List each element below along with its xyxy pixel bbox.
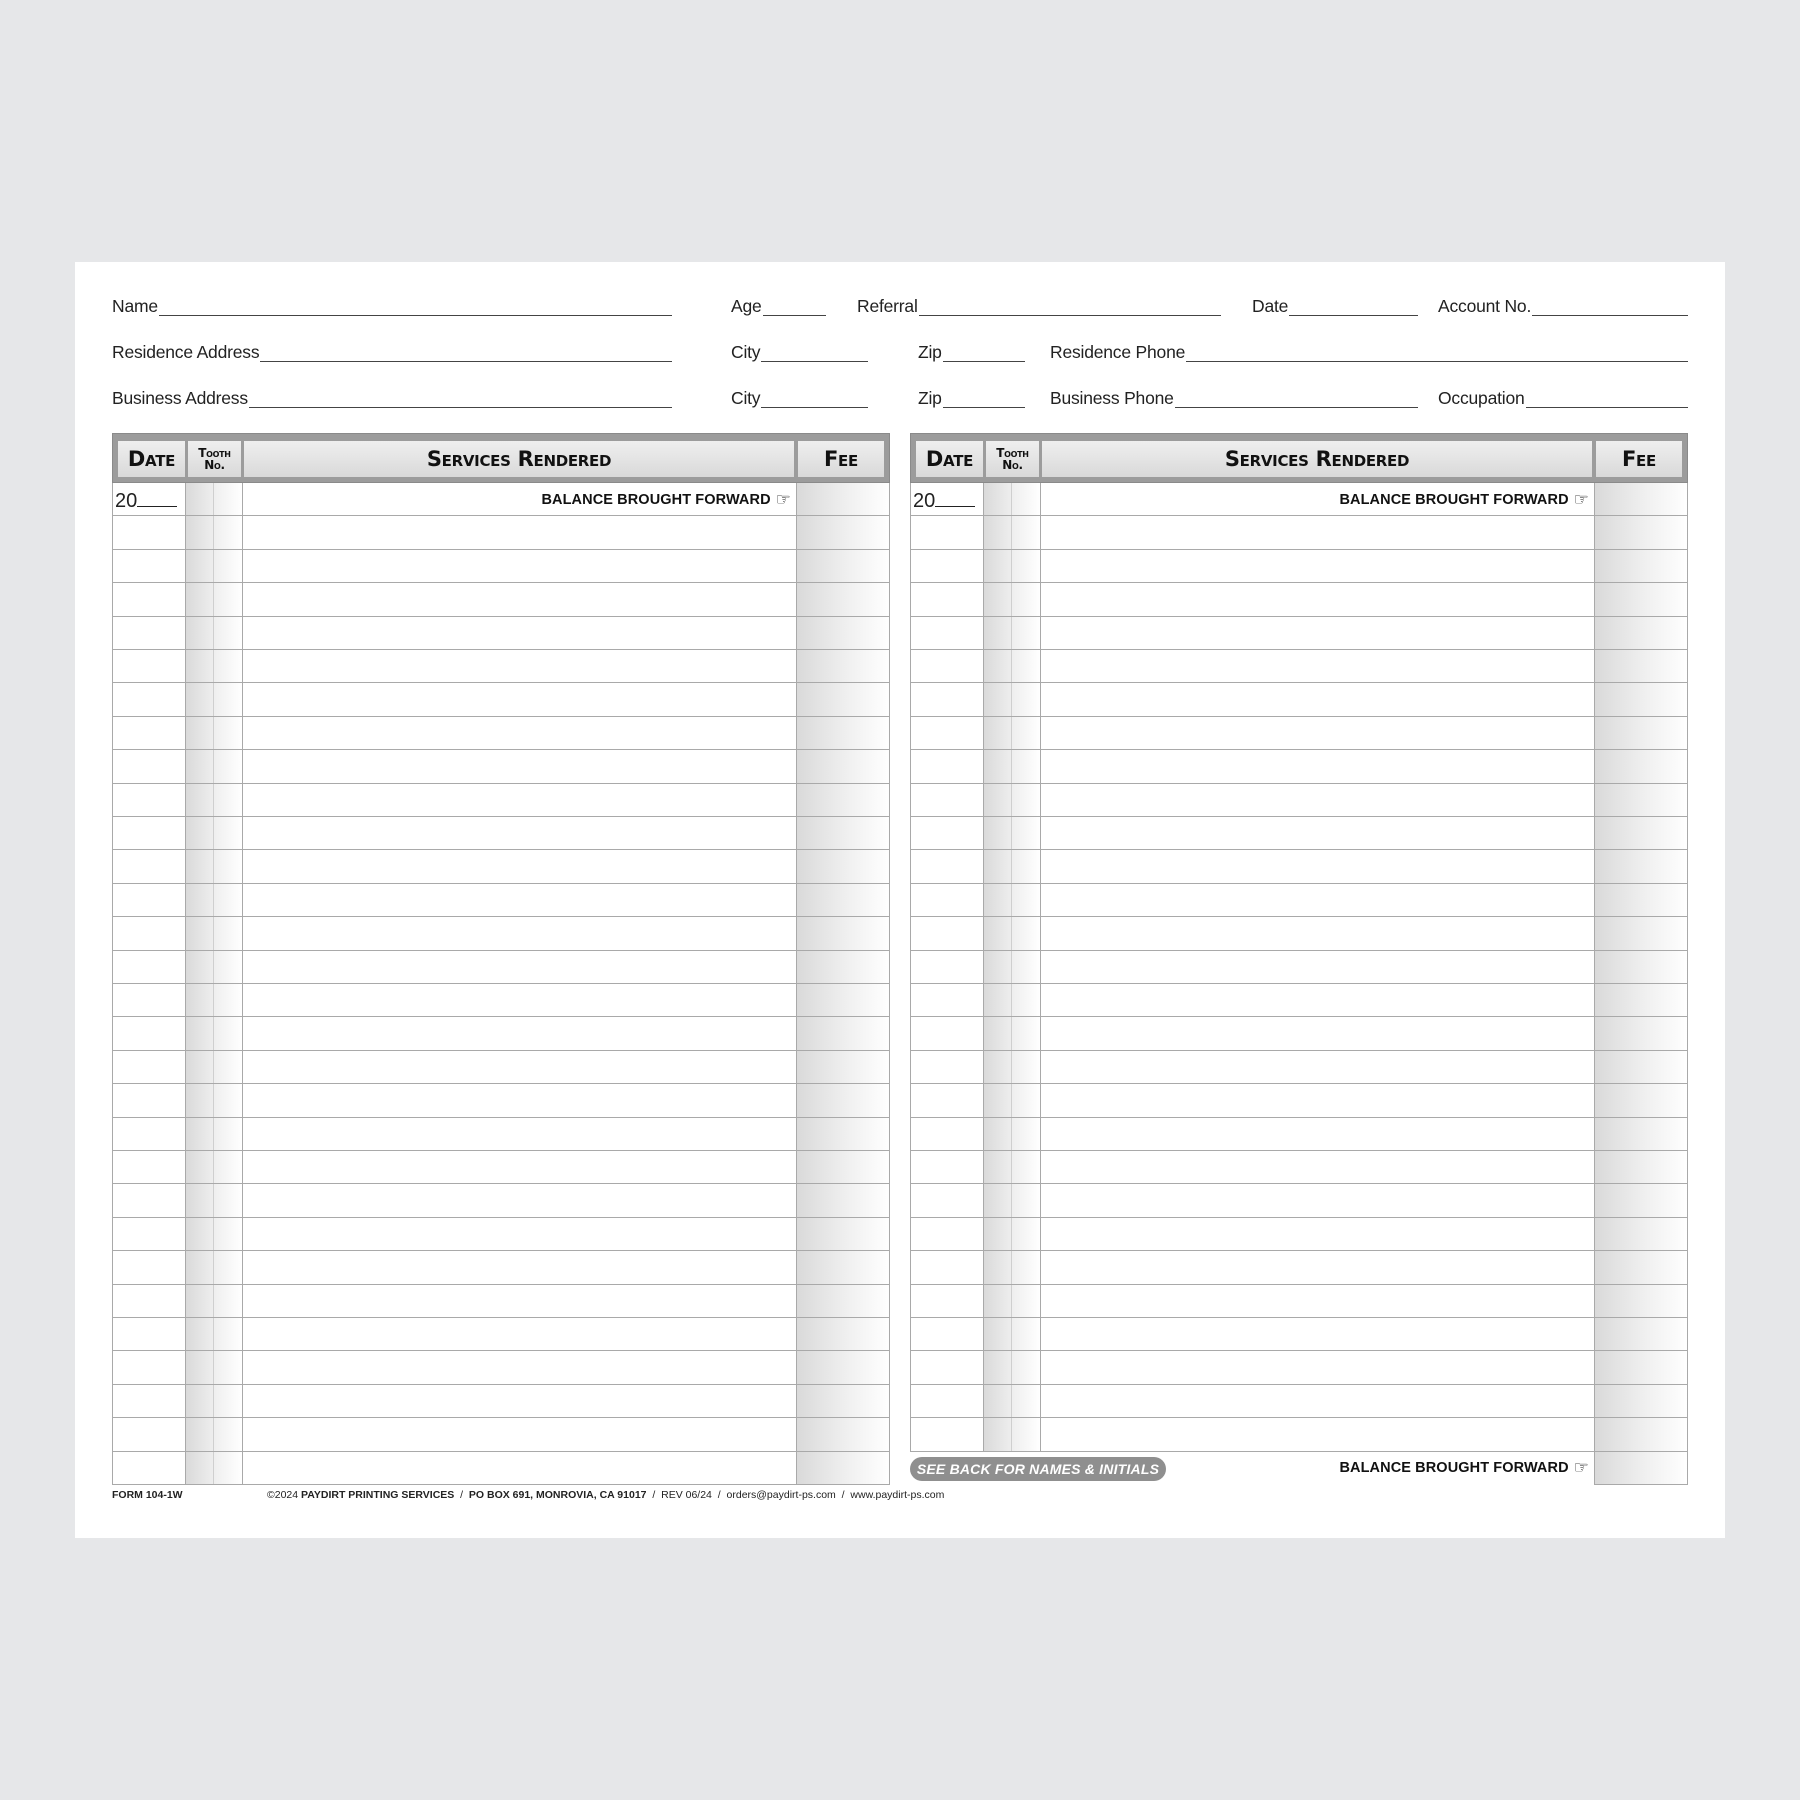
table-row[interactable]: [910, 984, 1688, 1017]
table-row[interactable]: [910, 784, 1688, 817]
table-row[interactable]: [910, 1251, 1688, 1284]
table-row[interactable]: [910, 951, 1688, 984]
fee-bottom-line: [1594, 1484, 1688, 1485]
table-row[interactable]: [910, 583, 1688, 616]
table-row[interactable]: [910, 750, 1688, 783]
footer-web[interactable]: www.paydirt-ps.com: [850, 1489, 945, 1501]
residence-address-field[interactable]: [112, 338, 672, 362]
residence-zip-field[interactable]: [918, 338, 1025, 362]
col-header-date: Date: [118, 441, 185, 477]
table-row[interactable]: [112, 984, 890, 1017]
occupation-field[interactable]: [1438, 384, 1688, 408]
table-row[interactable]: [112, 1084, 890, 1117]
pointing-hand-icon: ☞: [775, 490, 791, 509]
business-zip-label: Zip: [918, 388, 942, 408]
form-number: FORM 104-1W: [112, 1489, 183, 1501]
table-row[interactable]: [112, 817, 890, 850]
table-row-line: [910, 1451, 1688, 1452]
ledger-header: [112, 433, 890, 483]
table-row[interactable]: [910, 1285, 1688, 1318]
name-field[interactable]: [112, 292, 672, 316]
ledger-body: [112, 483, 890, 1485]
table-row[interactable]: [910, 1118, 1688, 1151]
footer-company: PAYDIRT PRINTING SERVICES: [301, 1489, 455, 1501]
table-row[interactable]: [910, 817, 1688, 850]
table-row[interactable]: [112, 1318, 890, 1351]
col-header-fee: Fee: [798, 441, 884, 477]
col-header-services: Services Rendered: [244, 441, 794, 477]
residence-zip-label: Zip: [918, 342, 942, 362]
see-back-badge: SEE BACK FOR NAMES & INITIALS: [910, 1457, 1166, 1481]
account-no-field[interactable]: [1438, 292, 1688, 316]
footer-credits: ©2024 PAYDIRT PRINTING SERVICES / PO BOX 691, MONROVIA, CA 91017 / REV 06/24 / orders@paydirt-ps.com / www.paydirt-ps.com: [267, 1489, 945, 1501]
table-row[interactable]: [112, 784, 890, 817]
table-row[interactable]: [910, 1418, 1688, 1451]
ledger-header: [910, 433, 1688, 483]
table-row[interactable]: [910, 1318, 1688, 1351]
table-row[interactable]: [112, 1452, 890, 1485]
table-row[interactable]: [910, 850, 1688, 883]
table-row[interactable]: [910, 1017, 1688, 1050]
table-row[interactable]: [910, 650, 1688, 683]
occupation-label: Occupation: [1438, 388, 1525, 408]
table-row[interactable]: [910, 1084, 1688, 1117]
table-row[interactable]: [112, 583, 890, 616]
table-row[interactable]: [112, 1151, 890, 1184]
table-row[interactable]: [910, 1218, 1688, 1251]
table-row[interactable]: [112, 683, 890, 716]
age-label: Age: [731, 296, 762, 316]
footer-address: PO BOX 691, MONROVIA, CA 91017: [468, 1489, 647, 1501]
business-city-label: City: [731, 388, 761, 408]
pointing-hand-icon: ☞: [1573, 1458, 1589, 1477]
table-row[interactable]: [910, 884, 1688, 917]
table-row[interactable]: [910, 683, 1688, 716]
year-prefix[interactable]: 20: [913, 490, 975, 513]
table-row[interactable]: [910, 1351, 1688, 1384]
tooth-label-1: Tooth: [996, 446, 1029, 460]
table-row[interactable]: [112, 1385, 890, 1418]
ledger-table-left: [112, 433, 890, 1485]
ledger-table-right: [910, 433, 1688, 1485]
table-row[interactable]: [112, 1017, 890, 1050]
balance-forward-label: BALANCE BROUGHT FORWARD ☞: [1339, 490, 1589, 509]
table-row[interactable]: [112, 717, 890, 750]
tooth-label-2: No.: [204, 458, 225, 472]
table-row[interactable]: [112, 550, 890, 583]
tooth-label-1: Tooth: [198, 446, 231, 460]
col-header-services: Services Rendered: [1042, 441, 1592, 477]
footer-rev: REV 06/24: [661, 1489, 712, 1501]
col-header-date: Date: [916, 441, 983, 477]
table-row[interactable]: [112, 516, 890, 549]
table-row[interactable]: [112, 884, 890, 917]
footer-copyright: ©2024: [267, 1489, 299, 1501]
business-address-label: Business Address: [112, 388, 248, 408]
balance-forward-label: BALANCE BROUGHT FORWARD ☞: [541, 490, 791, 509]
residence-phone-field[interactable]: [1050, 338, 1688, 362]
table-row[interactable]: [112, 951, 890, 984]
table-row[interactable]: [910, 1151, 1688, 1184]
col-header-tooth: [188, 441, 241, 477]
business-city-field[interactable]: [731, 384, 868, 408]
tooth-label-2: No.: [1002, 458, 1023, 472]
ledger-body: [910, 483, 1688, 1485]
table-row[interactable]: [112, 917, 890, 950]
balance-forward-bottom-label: BALANCE BROUGHT FORWARD ☞: [1339, 1458, 1589, 1477]
business-phone-label: Business Phone: [1050, 388, 1174, 408]
table-row[interactable]: [112, 750, 890, 783]
table-row[interactable]: [112, 1184, 890, 1217]
age-field[interactable]: [731, 292, 826, 316]
referral-field[interactable]: [857, 292, 1221, 316]
table-row[interactable]: [910, 1051, 1688, 1084]
date-label: Date: [1252, 296, 1289, 316]
year-prefix[interactable]: 20: [115, 490, 177, 513]
business-zip-field[interactable]: [918, 384, 1025, 408]
table-row[interactable]: [112, 1285, 890, 1318]
residence-address-label: Residence Address: [112, 342, 260, 362]
residence-city-label: City: [731, 342, 761, 362]
col-header-fee: Fee: [1596, 441, 1682, 477]
table-row[interactable]: [112, 1051, 890, 1084]
business-address-field[interactable]: [112, 384, 672, 408]
residence-city-field[interactable]: [731, 338, 868, 362]
table-row[interactable]: [112, 1351, 890, 1384]
footer-email[interactable]: orders@paydirt-ps.com: [726, 1489, 836, 1501]
name-label: Name: [112, 296, 158, 316]
date-field[interactable]: [1252, 292, 1418, 316]
table-row[interactable]: [910, 516, 1688, 549]
table-row[interactable]: [910, 917, 1688, 950]
business-phone-field[interactable]: [1050, 384, 1418, 408]
table-row[interactable]: [112, 1251, 890, 1284]
table-row[interactable]: [112, 650, 890, 683]
table-row[interactable]: [910, 617, 1688, 650]
table-row[interactable]: [112, 850, 890, 883]
ledger-card: [75, 262, 1725, 1538]
account-no-label: Account No.: [1438, 296, 1532, 316]
col-header-tooth: [986, 441, 1039, 477]
referral-label: Referral: [857, 296, 918, 316]
table-row[interactable]: [910, 550, 1688, 583]
pointing-hand-icon: ☞: [1573, 490, 1589, 509]
table-row[interactable]: [112, 1418, 890, 1451]
table-row[interactable]: [910, 1184, 1688, 1217]
table-row[interactable]: [112, 1218, 890, 1251]
table-row[interactable]: [112, 1118, 890, 1151]
residence-phone-label: Residence Phone: [1050, 342, 1186, 362]
table-row[interactable]: [910, 717, 1688, 750]
table-row[interactable]: [112, 617, 890, 650]
table-row[interactable]: [910, 1385, 1688, 1418]
